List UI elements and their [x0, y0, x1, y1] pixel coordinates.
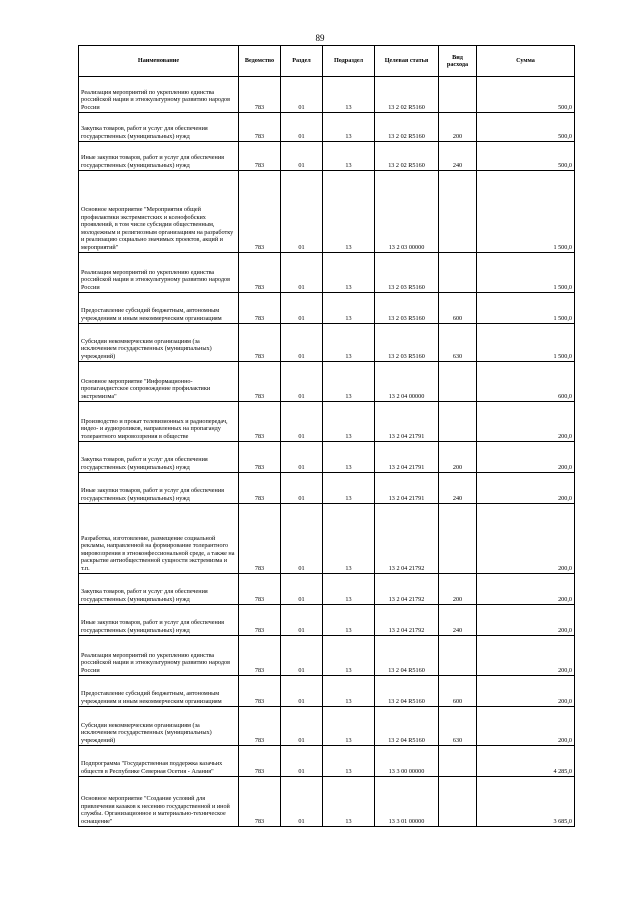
cell-podrazdel: 13 [323, 113, 375, 142]
cell-name: Иные закупки товаров, работ и услуг для обеспечения государственных (муниципальных) нужд [79, 142, 239, 171]
table-row [79, 504, 575, 574]
cell-vid [439, 362, 477, 402]
cell-razdel: 01 [281, 171, 323, 253]
cell-vid: 240 [439, 473, 477, 504]
cell-vedomstvo: 783 [239, 362, 281, 402]
table-row [79, 77, 575, 113]
cell-target: 13 2 04 00000 [375, 362, 439, 402]
header-vid: Вид расхода [439, 46, 477, 77]
cell-target: 13 2 02 R5160 [375, 113, 439, 142]
cell-vid: 630 [439, 707, 477, 746]
cell-vedomstvo: 783 [239, 473, 281, 504]
cell-vid: 200 [439, 113, 477, 142]
cell-vedomstvo: 783 [239, 636, 281, 676]
cell-razdel: 01 [281, 574, 323, 605]
cell-sum: 200,0 [477, 676, 575, 707]
cell-vid: 600 [439, 676, 477, 707]
cell-vid: 630 [439, 324, 477, 362]
cell-vedomstvo: 783 [239, 113, 281, 142]
cell-target: 13 2 04 R5160 [375, 676, 439, 707]
cell-sum: 1 500,0 [477, 253, 575, 293]
cell-vid [439, 253, 477, 293]
cell-name: Реализация мероприятий по укреплению единства российской нации и этнокультурному развитию народов России [79, 253, 239, 293]
cell-razdel: 01 [281, 324, 323, 362]
table-row [79, 142, 575, 171]
cell-vedomstvo: 783 [239, 676, 281, 707]
cell-razdel: 01 [281, 362, 323, 402]
cell-target: 13 2 04 21791 [375, 442, 439, 473]
table-row [79, 402, 575, 442]
cell-vedomstvo: 783 [239, 504, 281, 574]
cell-vedomstvo: 783 [239, 746, 281, 777]
header-vedomstvo: Ведомство [239, 46, 281, 77]
cell-podrazdel: 13 [323, 77, 375, 113]
cell-vedomstvo: 783 [239, 253, 281, 293]
cell-vedomstvo: 783 [239, 574, 281, 605]
cell-vedomstvo: 783 [239, 77, 281, 113]
cell-sum: 200,0 [477, 402, 575, 442]
cell-name: Реализация мероприятий по укреплению единства российской нации и этнокультурному развитию народов России [79, 636, 239, 676]
cell-name: Основное мероприятие "Создание условий для привлечения казаков к несению государственной и иной службы. Организационное и материально-техническое оснащение" [79, 777, 239, 827]
cell-vid [439, 171, 477, 253]
cell-target: 13 2 03 R5160 [375, 253, 439, 293]
header-name: Наименование [79, 46, 239, 77]
cell-podrazdel: 13 [323, 504, 375, 574]
cell-sum: 1 500,0 [477, 171, 575, 253]
cell-podrazdel: 13 [323, 402, 375, 442]
table-row [79, 253, 575, 293]
page-number: 89 [315, 33, 325, 43]
cell-podrazdel: 13 [323, 253, 375, 293]
cell-podrazdel: 13 [323, 574, 375, 605]
cell-target: 13 2 02 R5160 [375, 77, 439, 113]
cell-target: 13 3 00 00000 [375, 746, 439, 777]
cell-target: 13 2 04 21792 [375, 504, 439, 574]
cell-sum: 1 500,0 [477, 324, 575, 362]
cell-razdel: 01 [281, 142, 323, 171]
cell-target: 13 2 03 R5160 [375, 293, 439, 324]
cell-target: 13 2 04 21791 [375, 402, 439, 442]
cell-name: Субсидии некоммерческим организациям (за исключением государственных (муниципальных) учреждений) [79, 324, 239, 362]
cell-vid: 600 [439, 293, 477, 324]
cell-target: 13 2 02 R5160 [375, 142, 439, 171]
cell-sum: 200,0 [477, 473, 575, 504]
cell-vedomstvo: 783 [239, 707, 281, 746]
table-header-row [79, 46, 575, 77]
cell-name: Закупка товаров, работ и услуг для обеспечения государственных (муниципальных) нужд [79, 442, 239, 473]
cell-name: Предоставление субсидий бюджетным, автономным учреждениям и иным некоммерческим организациям [79, 293, 239, 324]
table-row [79, 777, 575, 827]
header-podrazdel: Подраздел [323, 46, 375, 77]
cell-sum: 200,0 [477, 707, 575, 746]
cell-podrazdel: 13 [323, 142, 375, 171]
cell-vid [439, 77, 477, 113]
budget-table [78, 45, 575, 827]
cell-name: Основное мероприятие "Информационно-пропагандистское сопровождение профилактики экстремизма" [79, 362, 239, 402]
table-row [79, 574, 575, 605]
cell-vid: 200 [439, 574, 477, 605]
cell-razdel: 01 [281, 707, 323, 746]
cell-sum: 600,0 [477, 362, 575, 402]
cell-vid [439, 504, 477, 574]
cell-vid [439, 746, 477, 777]
cell-razdel: 01 [281, 473, 323, 504]
cell-name: Иные закупки товаров, работ и услуг для обеспечения государственных (муниципальных) нужд [79, 473, 239, 504]
cell-target: 13 2 03 00000 [375, 171, 439, 253]
cell-podrazdel: 13 [323, 324, 375, 362]
cell-razdel: 01 [281, 113, 323, 142]
table-row [79, 636, 575, 676]
cell-sum: 1 500,0 [477, 293, 575, 324]
cell-razdel: 01 [281, 636, 323, 676]
cell-vedomstvo: 783 [239, 171, 281, 253]
cell-podrazdel: 13 [323, 707, 375, 746]
cell-target: 13 2 04 21792 [375, 574, 439, 605]
cell-vid [439, 777, 477, 827]
cell-razdel: 01 [281, 777, 323, 827]
cell-vid: 240 [439, 605, 477, 636]
cell-razdel: 01 [281, 253, 323, 293]
cell-sum: 200,0 [477, 442, 575, 473]
cell-razdel: 01 [281, 293, 323, 324]
table-row [79, 676, 575, 707]
cell-podrazdel: 13 [323, 605, 375, 636]
table-row [79, 171, 575, 253]
cell-sum: 200,0 [477, 504, 575, 574]
cell-podrazdel: 13 [323, 293, 375, 324]
cell-name: Предоставление субсидий бюджетным, автономным учреждениям и иным некоммерческим организациям [79, 676, 239, 707]
table-row [79, 113, 575, 142]
cell-name: Субсидии некоммерческим организациям (за исключением государственных (муниципальных) учреждений) [79, 707, 239, 746]
cell-sum: 500,0 [477, 142, 575, 171]
cell-sum: 3 685,0 [477, 777, 575, 827]
cell-name: Реализация мероприятий по укреплению единства российской нации и этнокультурному развитию народов России [79, 77, 239, 113]
cell-podrazdel: 13 [323, 473, 375, 504]
cell-target: 13 2 04 R5160 [375, 636, 439, 676]
table-row [79, 746, 575, 777]
cell-target: 13 2 03 R5160 [375, 324, 439, 362]
cell-sum: 500,0 [477, 113, 575, 142]
cell-razdel: 01 [281, 402, 323, 442]
cell-razdel: 01 [281, 676, 323, 707]
cell-podrazdel: 13 [323, 442, 375, 473]
cell-target: 13 2 04 21791 [375, 473, 439, 504]
cell-sum: 200,0 [477, 636, 575, 676]
cell-target: 13 2 04 R5160 [375, 707, 439, 746]
header-razdel: Раздел [281, 46, 323, 77]
cell-podrazdel: 13 [323, 636, 375, 676]
cell-sum: 500,0 [477, 77, 575, 113]
cell-sum: 200,0 [477, 605, 575, 636]
cell-razdel: 01 [281, 605, 323, 636]
cell-target: 13 2 04 21792 [375, 605, 439, 636]
cell-podrazdel: 13 [323, 171, 375, 253]
cell-razdel: 01 [281, 77, 323, 113]
cell-target: 13 3 01 00000 [375, 777, 439, 827]
cell-vedomstvo: 783 [239, 777, 281, 827]
cell-name: Закупка товаров, работ и услуг для обеспечения государственных (муниципальных) нужд [79, 574, 239, 605]
cell-podrazdel: 13 [323, 746, 375, 777]
cell-name: Производство и прокат телевизионных и радиопередач, видео- и аудиороликов, направленных на пропаганду толерантного мировоззрения в обществе [79, 402, 239, 442]
cell-vedomstvo: 783 [239, 402, 281, 442]
table-row [79, 293, 575, 324]
cell-name: Иные закупки товаров, работ и услуг для обеспечения государственных (муниципальных) нужд [79, 605, 239, 636]
cell-vid [439, 402, 477, 442]
cell-vedomstvo: 783 [239, 142, 281, 171]
cell-name: Основное мероприятие "Мероприятия общей профилактики экстремистских и ксенофобских проявлений, в том числе субсидии общественным, молодежным и религиозным организациям на разработку и реализацию социально значимых проектов, акций и мероприятий" [79, 171, 239, 253]
cell-sum: 200,0 [477, 574, 575, 605]
cell-name: Подпрограмма "Государственная поддержка казачьих обществ в Республике Северная Осетия - Алания" [79, 746, 239, 777]
header-sum: Сумма [477, 46, 575, 77]
header-target: Целевая статья [375, 46, 439, 77]
cell-vedomstvo: 783 [239, 324, 281, 362]
cell-razdel: 01 [281, 504, 323, 574]
cell-razdel: 01 [281, 746, 323, 777]
cell-vid [439, 636, 477, 676]
cell-vid: 200 [439, 442, 477, 473]
cell-vedomstvo: 783 [239, 293, 281, 324]
table-row [79, 324, 575, 362]
cell-podrazdel: 13 [323, 777, 375, 827]
cell-vid: 240 [439, 142, 477, 171]
cell-vedomstvo: 783 [239, 442, 281, 473]
table-row [79, 707, 575, 746]
cell-name: Закупка товаров, работ и услуг для обеспечения государственных (муниципальных) нужд [79, 113, 239, 142]
table-row [79, 473, 575, 504]
table-row [79, 442, 575, 473]
table-row [79, 605, 575, 636]
cell-podrazdel: 13 [323, 362, 375, 402]
cell-vedomstvo: 783 [239, 605, 281, 636]
cell-sum: 4 285,0 [477, 746, 575, 777]
table-row [79, 362, 575, 402]
cell-razdel: 01 [281, 442, 323, 473]
cell-name: Разработка, изготовление, размещение социальной рекламы, направленной на формирование толерантного мировоззрения в этноконфессиональной среде, а также на раскрытие антиобщественной сущности экстремизма и т.п. [79, 504, 239, 574]
cell-podrazdel: 13 [323, 676, 375, 707]
